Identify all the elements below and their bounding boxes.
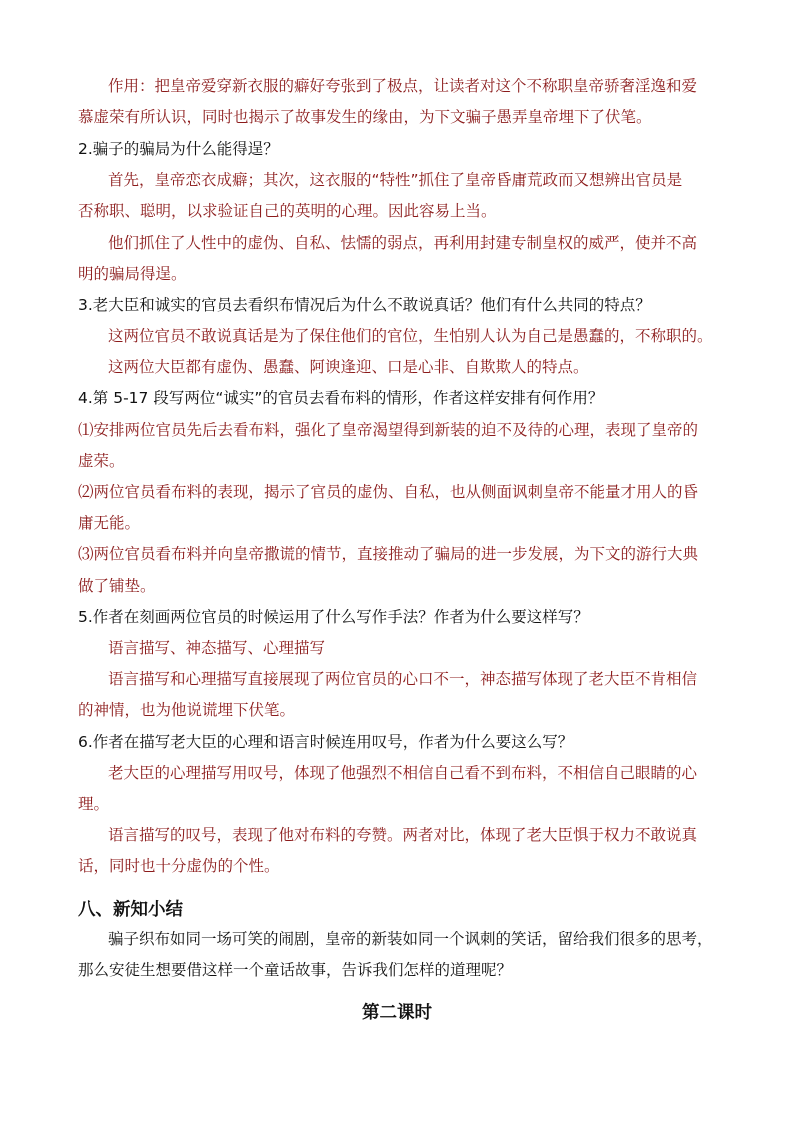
question-text: 3.老大臣和诚实的官员去看织布情况后为什么不敢说真话？他们有什么共同的特点？: [78, 296, 651, 314]
question-text: 5.作者在刻画两位官员的时候运用了什么写作手法？作者为什么要这样写？: [78, 608, 589, 626]
answer-text: 慕虚荣有所认识，同时也揭示了故事发生的缘由，为下文骗子愚弄皇帝埋下了伏笔。: [78, 108, 652, 126]
answer-text: 老大臣的心理描写用叹号，体现了他强烈不相信自己看不到布料，不相信自己眼睛的心: [108, 764, 698, 782]
body-text: 那么安徒生想要借这样一个童话故事，告诉我们怎样的道理呢？: [78, 961, 513, 979]
answer-text: 作用：把皇帝爱穿新衣服的癖好夸张到了极点，让读者对这个不称职皇帝骄奢淫逸和爱: [108, 77, 698, 95]
answer-text: 语言描写、神态描写、心理描写: [108, 639, 326, 657]
answer-text: 这两位大臣都有虚伪、愚蠢、阿谀逢迎、口是心非、自欺欺人的特点。: [108, 358, 589, 376]
answer-text: 他们抓住了人性中的虚伪、自私、怯懦的弱点，再利用封建专制皇权的威严，使并不高: [108, 234, 698, 252]
answer-text: 首先，皇帝恋衣成癖；其次，这衣服的“特性”抓住了皇帝昏庸荒政而又想辨出官员是: [108, 171, 683, 189]
question-text: 6.作者在描写老大臣的心理和语言时候连用叹号，作者为什么要这么写？: [78, 733, 574, 751]
answer-text: 语言描写和心理描写直接展现了两位官员的心口不一，神态描写体现了老大臣不肯相信: [108, 670, 698, 688]
answer-text: 理。: [78, 795, 110, 813]
answer-text: 这两位官员不敢说真话是为了保住他们的官位，生怕别人认为自己是愚蠢的，不称职的。: [108, 327, 713, 345]
answer-text: ⑶两位官员看布料并向皇帝撒谎的情节，直接推动了骗局的进一步发展，为下文的游行大典: [78, 545, 699, 563]
answer-text: 明的骗局得逞。: [78, 265, 187, 283]
answer-text: 话，同时也十分虚伪的个性。: [78, 857, 280, 875]
answer-text: ⑵两位官员看布料的表现，揭示了官员的虚伪、自私，也从侧面讽刺皇帝不能量才用人的昏: [78, 483, 699, 501]
answer-text: 虚荣。: [78, 452, 125, 470]
answer-text: ⑴安排两位官员先后去看布料，强化了皇帝渴望得到新装的迫不及待的心理，表现了皇帝的: [78, 421, 699, 439]
answer-text: 语言描写的叹号，表现了他对布料的夸赞。两者对比，体现了老大臣惧于权力不敢说真: [108, 826, 698, 844]
body-text: 骗子织布如同一场可笑的闹剧，皇帝的新装如同一个讽刺的笑话，留给我们很多的思考，: [108, 930, 713, 948]
answer-text: 做了铺垫。: [78, 577, 156, 595]
answer-text: 否称职、聪明，以求验证自己的英明的心理。因此容易上当。: [78, 202, 497, 220]
answer-text: 庸无能。: [78, 514, 141, 532]
lesson-title: 第二课时: [362, 1003, 432, 1023]
section-heading: 八、新知小结: [78, 900, 183, 920]
answer-text: 的神情，也为他说谎埋下伏笔。: [78, 701, 296, 719]
question-text: 2.骗子的骗局为什么能得逞？: [78, 140, 279, 158]
question-text: 4.第 5-17 段写两位“诚实”的官员去看布料的情形，作者这样安排有何作用？: [78, 389, 604, 407]
